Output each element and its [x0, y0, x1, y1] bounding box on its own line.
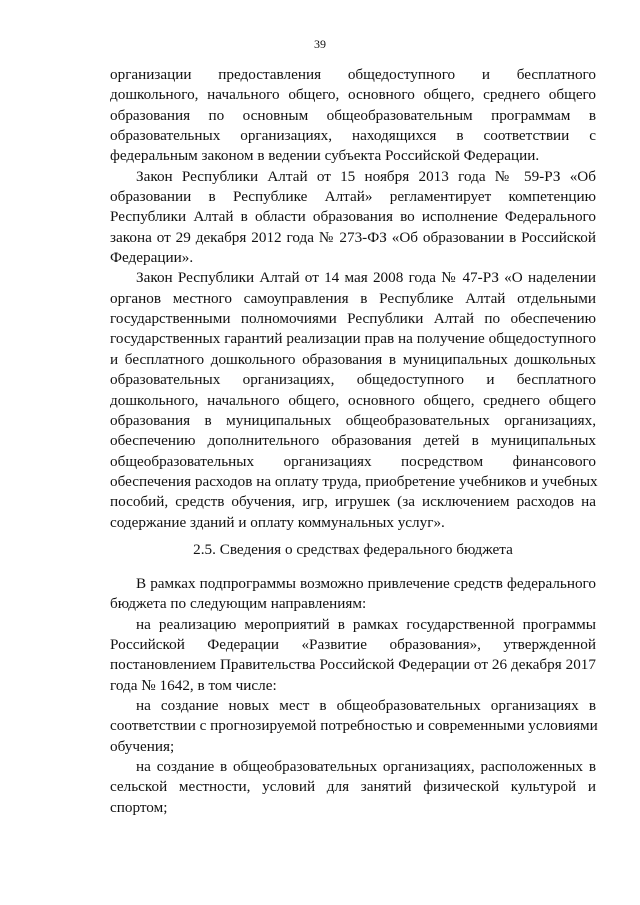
text-line: обеспечению дополнительного образования детей в муниципальных	[110, 432, 596, 450]
section-heading: 2.5. Сведения о средствах федерального бюджета	[193, 541, 513, 558]
text-line: и бесплатного дошкольного образования в муниципальных дошкольных	[110, 350, 596, 368]
text-line: Республики Алтай в области образования во исполнение Федерального	[110, 208, 596, 226]
text-line: дошкольного, начального общего, основного общего, среднего общего	[110, 391, 596, 409]
text-line: образовательных организациях, находящихся в соответствии с	[110, 127, 596, 145]
lower-text-block	[110, 574, 596, 818]
text-line: соответствии с прогнозируемой потребностью и современными условиями	[110, 717, 598, 735]
text-line: на создание новых мест в общеобразовательных организациях в	[136, 697, 596, 715]
text-line: спортом;	[110, 798, 168, 816]
text-line: образования по основным общеобразовательным программам в	[110, 106, 596, 124]
text-line: федеральным законом в ведении субъекта Российской Федерации.	[110, 147, 540, 165]
text-line: общеобразовательных организациях посредством финансового	[110, 452, 596, 470]
text-line: образовательных организациях, общедоступного и бесплатного	[110, 371, 596, 389]
text-line: дошкольного, начального общего, основного общего, среднего общего	[110, 86, 596, 104]
text-line: государственными полномочиями Республики Алтай по обеспечению	[110, 310, 596, 328]
text-line: на создание в общеобразовательных организациях, расположенных в	[136, 758, 596, 776]
text-line: Закон Республики Алтай от 15 ноября 2013 года № 59-РЗ «Об	[136, 167, 596, 185]
text-line: В рамках подпрограммы возможно привлечение средств федерального	[136, 575, 596, 592]
text-line: сельской местности, условий для занятий физической культурой и	[110, 778, 596, 796]
text-line: государственных гарантий реализации прав на получение общедоступного	[110, 330, 596, 348]
text-line: организации предоставления общедоступного и бесплатного	[110, 66, 596, 83]
text-line: образования в муниципальных общеобразовательных организациях,	[110, 411, 596, 429]
upper-text-block	[110, 65, 596, 533]
text-line: органов местного самоуправления в Республике Алтай отдельными	[110, 289, 596, 307]
text-line: Российской Федерации «Развитие образования», утвержденной	[110, 636, 596, 654]
text-line: пособий, средств обучения, игр, игрушек (за исключением расходов на	[110, 493, 596, 511]
text-line: обеспечения расходов на оплату труда, приобретение учебников и учебных	[110, 472, 598, 490]
text-line: постановлением Правительства Российской Федерации от 26 декабря 2017	[110, 656, 596, 674]
text-line: Федерации».	[110, 249, 194, 267]
text-line: года № 1642, в том числе:	[110, 676, 277, 694]
text-line: образовании в Республике Алтай» регламентирует компетенцию	[110, 188, 596, 206]
text-line: на реализацию мероприятий в рамках государственной программы	[136, 615, 596, 633]
text-line: Закон Республики Алтай от 14 мая 2008 года № 47-РЗ «О наделении	[136, 269, 596, 287]
page-number: 39	[314, 37, 326, 51]
text-line: закона от 29 декабря 2012 года № 273-ФЗ «Об образовании в Российской	[110, 228, 596, 246]
text-line: бюджета по следующим направлениям:	[110, 595, 367, 613]
text-line: содержание зданий и оплату коммунальных услуг».	[110, 513, 445, 531]
text-line: обучения;	[110, 737, 175, 755]
